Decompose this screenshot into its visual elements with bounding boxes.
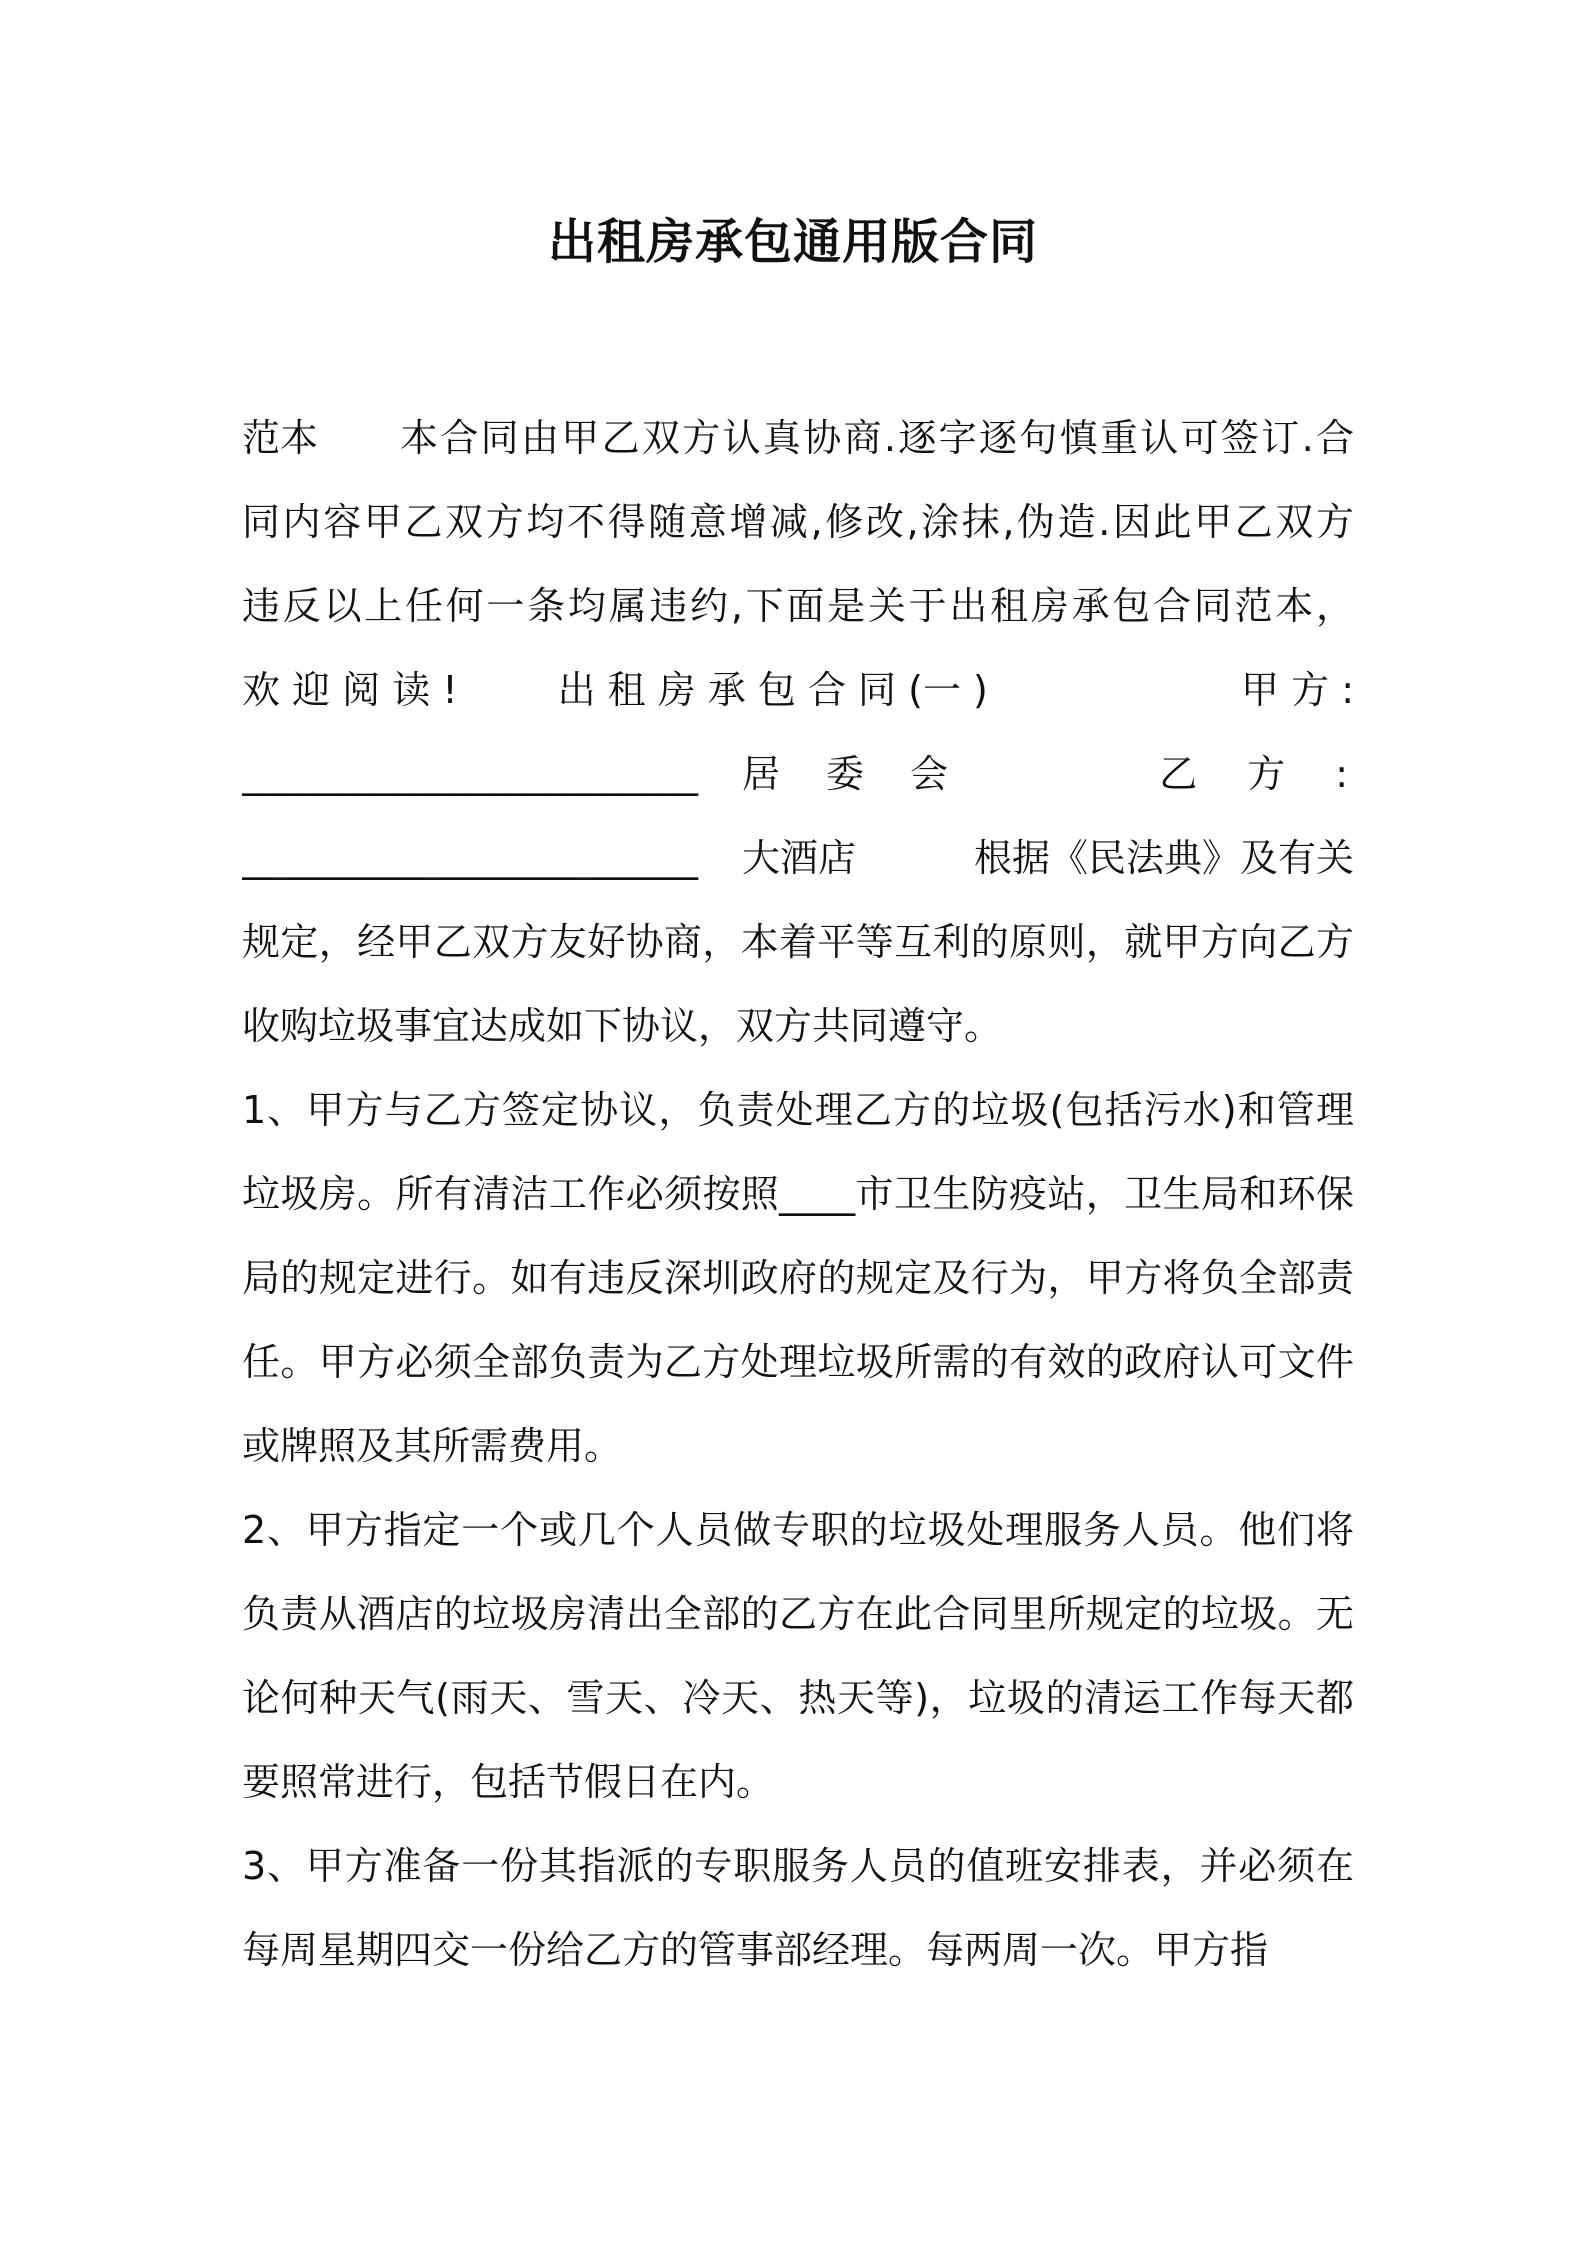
basis-start: 根据《民法典》及有关 xyxy=(973,836,1354,880)
contract-subtitle: 出 租 房 承 包 合 同 (一 ) xyxy=(557,668,988,712)
intro-line-1 xyxy=(242,396,1354,480)
document-title: 出租房承包通用版合同 xyxy=(547,214,1038,270)
welcome-text: 欢 迎 阅 读 ! xyxy=(242,668,458,712)
clause-1: 1、甲方与乙方签定协议，负责处理乙方的垃圾(包括污水)和管理垃圾房。所有清洁工作必须按照____市卫生防疫站，卫生局和环保局的规定进行。如有违反深圳政府的规定及行为，甲方将负全部责任。甲方必须全部负责为乙方处理垃圾所需的有效的政府认可文件或牌照及其所需费用。 xyxy=(242,1088,1354,1468)
intro-line-3 xyxy=(242,564,1354,648)
sample-label: 范本 xyxy=(242,416,319,460)
party-a-blank: ________________________ xyxy=(242,752,698,796)
intro-text-3: 违反以上任何一条均属违约,下面是关于出租房承包合同范本， xyxy=(242,584,1354,628)
intro-line-4 xyxy=(242,648,1354,732)
party-b-name: 大酒店 xyxy=(742,836,857,880)
intro-text-2: 同内容甲乙双方均不得随意增减,修改,涂抹,伪造.因此甲乙双方 xyxy=(242,500,1354,544)
intro-line-2 xyxy=(242,480,1354,564)
clause-3: 3、甲方准备一份其指派的专职服务人员的值班安排表，并必须在每周星期四交一份给乙方的管事部经理。每两周一次。甲方指 xyxy=(242,1844,1354,1972)
party-b-label: 乙 方 : xyxy=(1159,752,1354,796)
party-a-label: 甲 方 : xyxy=(1241,668,1354,712)
basis-paragraph: 规定，经甲乙双方友好协商，本着平等互利的原则，就甲方向乙方收购垃圾事宜达成如下协议，双方共同遵守。 xyxy=(242,920,1354,1048)
party-b-blank: ________________________ xyxy=(242,836,698,880)
clause-2: 2、甲方指定一个或几个人员做专职的垃圾处理服务人员。他们将负责从酒店的垃圾房清出全部的乙方在此合同里所规定的垃圾。无论何种天气(雨天、雪天、冷天、热天等)，垃圾的清运工作每天都要照常进行，包括节假日在内。 xyxy=(242,1508,1354,1804)
party-a-name: 居 委 会 xyxy=(742,752,953,796)
intro-text-1: 本合同由甲乙双方认真协商.逐字逐句慎重认可签订.合 xyxy=(400,416,1354,460)
party-a-line xyxy=(242,732,1354,816)
party-b-line xyxy=(242,816,1354,900)
